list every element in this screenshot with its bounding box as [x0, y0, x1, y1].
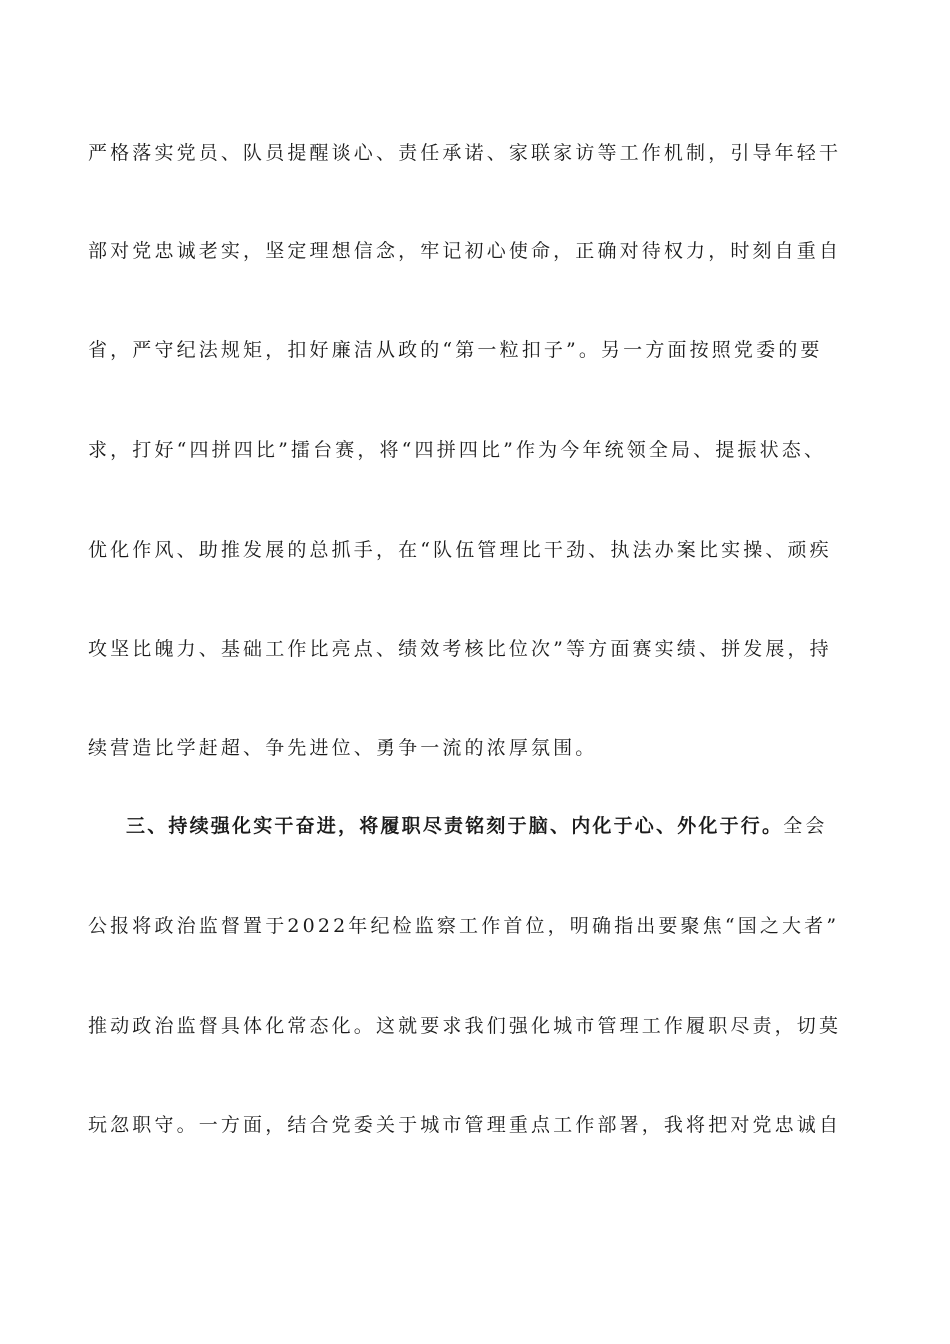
paragraph-line: 严格落实党员、队员提醒谈心、责任承诺、家联家访等工作机制，引导年轻干	[88, 142, 842, 164]
paragraph-line: 部对党忠诚老实，坚定理想信念，牢记初心使命，正确对待权力，时刻自重自	[88, 240, 842, 262]
section-heading: 三、持续强化实干奋进，将履职尽责铭刻于脑、内化于心、外化于行。	[126, 815, 784, 837]
paragraph-line: 优化作风、助推发展的总抓手，在“队伍管理比干劲、执法办案比实操、顽疾	[88, 539, 832, 561]
paragraph-line: 省，严守纪法规矩，扣好廉洁从政的“第一粒扣子”。另一方面按照党委的要	[88, 339, 823, 361]
paragraph-line: 推动政治监督具体化常态化。这就要求我们强化城市管理工作履职尽责，切莫	[88, 1015, 842, 1037]
section-heading-line	[126, 808, 878, 844]
paragraph-line: 求，打好“四拼四比”擂台赛，将“四拼四比”作为今年统领全局、提振状态、	[88, 439, 827, 461]
paragraph-line: 续营造比学赶超、争先进位、勇争一流的浓厚氛围。	[88, 737, 598, 759]
paragraph-line: 公报将政治监督置于2022年纪检监察工作首位，明确指出要聚焦“国之大者”	[88, 915, 840, 937]
section-heading-tail: 全会	[783, 815, 828, 837]
paragraph-line: 玩忽职守。一方面，结合党委关于城市管理重点工作部署，我将把对党忠诚自	[88, 1114, 842, 1136]
paragraph-line: 攻坚比魄力、基础工作比亮点、绩效考核比位次”等方面赛实绩、拼发展，持	[88, 638, 832, 660]
